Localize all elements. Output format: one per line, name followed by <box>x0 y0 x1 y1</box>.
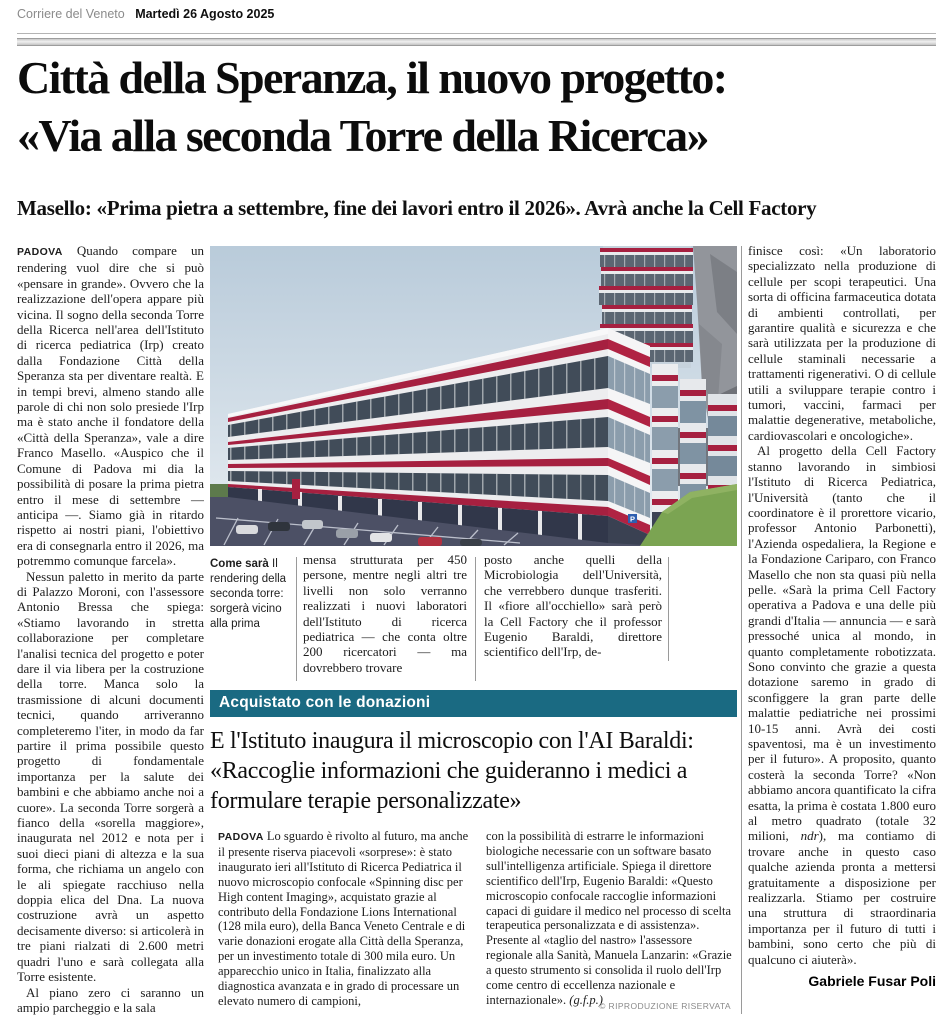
column-divider <box>668 557 669 661</box>
paragraph-text: con la possibilità di estrarre le informazioni biologiche necessarie con un software basato sull'intelligenza artificiale. Spiega il direttore scientifico dell'Irp, Eugenio Baraldi: «Questo microscopio confocale raccoglie informazioni capaci di guidare il medico nel processo di scelta terapeutica personalizzata e di assistenza». Presente al «taglio del nastro» l'assessore regionale alla Sanità, Manuela Lanzarin: «Grazie a questo strumento si consolida il ruolo dell'Irp come centro di eccellenza nazionale e internazionale». <box>486 829 732 1007</box>
column-divider <box>741 246 742 1014</box>
paragraph <box>748 443 936 967</box>
paragraph-text: Lo sguardo è rivolto al futuro, ma anche il presente riserva piacevoli «sorprese»: è stato inaugurato ieri all'Istituto di Ricerca Pediatrica il nuovo microscopio confocale «Spinning disc per High content Imaging», acquistato grazie al contributo della Fondazione Lions International (128 mila euro), della Banca Veneto Centrale e di varie donazioni erogate alla Città della Speranza, per un investimento totale di 300 mila euro. Un apparecchio unico in Italia, finalizzato alla diagnostica avanzata e in grado di processare un elevato numero di campioni, <box>218 829 469 1008</box>
paragraph: Nessun paletto in merito da parte di Palazzo Moroni, con l'assessore Antonio Bressa che spiega: «Stiamo lavorando in stretta collaborazione per completare l'analisi tecnica del progetto e poter dare il via libera per la costruzione della torre. Manca solo la trasmissione di alcuni documenti tecnici, quando arriveranno completeremo l'iter, in modo da far partire il prima possibile questo progetto di fondamentale importanza per la salute dei bambini e che abbiamo anche noi a cuore». La seconda Torre sorgerà a fianco della «sorella maggiore», inaugurata nel 2012 e nota per i suoi dieci piani di altezza e la sua forma, che richiama un angelo con le ali spiegate racchiuso nella doppia elica del Dna. La nuova costruzione avrà un aspetto decisamente diverso: si articolerà in tre piani rialzati di 2.600 metri quadri l'uno e sarà collegata alla Torre esistente. <box>17 568 204 985</box>
paragraph-text: Al progetto della Cell Factory stanno lavorando in simbiosi l'Istituto di Ricerca Pediatrica, l'Università (tanto che il coordinatore è il prorettore vicario, professor Antonio Parbonetti), l'Azienda ospedaliera, la Regione e la Fondazione Cariparo, con Franco Masello che non sta quasi più nella pelle. «Sarà la prima Cell Factory operativa a Padova e una delle più grandi d'Italia — annuncia — e sarà pressoché unica al mondo, in quanto completamente robotizzata. Sono convinto che grazie a questa dotazione saremo in grado di sconfiggere la gran parte delle malattie pediatriche nei prossimi 10-15 anni. Avrà dei costi spaventosi, ma è un investimento per il futuro». A proposito, quanto costerà la seconda Torre? «Non abbiamo ancora quantificato la cifra esatta, la prima è costata 1.800 euro al metro quadrato (totale 32 milioni, <box>748 443 936 844</box>
paragraph <box>17 243 204 569</box>
caption-text: Il rendering della seconda torre: sorgerà vicino alla prima <box>210 558 287 630</box>
caption-lead: Come sarà <box>210 558 269 570</box>
edition-date: Martedì 26 Agosto 2025 <box>135 7 275 21</box>
masthead-rule-thin <box>17 33 936 34</box>
box-column-1 <box>218 829 469 1009</box>
paragraph-text: Quando compare un rendering vuol dire che si può «pensare in grande». Ovvero che la realizzazione dell'opera appare più vicina. Il sogno della seconda Torre della Ricerca nell'area dell'Istituto di ricerca pediatrica (Irp) creato dalla Fondazione Città della Speranza sta per diventare realtà. E in tempi brevi, almeno stando alle parole di chi non solo presiede l'Irp ma è stato anche il fondatore della «Città della Speranza», vale a dire Franco Masello. «Auspico che il Comune di Padova mi dia la possibilità di posare la prima pietra entro il mese di settembre — anticipa —. Siamo già in ritardo rispetto ai nostri piani, l'obiettivo era di consegnarla entro il 2026, ma potremmo comunque farcela». <box>17 243 204 569</box>
box-body <box>210 829 737 1009</box>
paragraph: Al piano zero ci saranno un ampio parcheggio e la sala <box>17 984 204 1015</box>
copyright-notice: © RIPRODUZIONE RISERVATA <box>599 1001 731 1011</box>
editorial-note: ndr <box>800 828 819 844</box>
column-divider <box>475 557 476 681</box>
box-column-2 <box>486 829 737 1009</box>
author-initials: (g.f.p.) <box>569 992 603 1007</box>
paragraph: finisce così: «Un laboratorio specializzato nella produzione di cellule per scopi terapeutici. Una sorta di officina farmaceutica dotata di ambienti controllati, per garantire qualità e sicurezza e che sarà utilizzata per la produzione di cellule staminali necessarie a trattamenti rigenerativi. O di cellule utili a sviluppare terapie contro i tumori, vaccini, farmaci per malattie degenerative, metaboliche, cardiovascolari e oncologiche». <box>748 243 936 443</box>
masthead <box>17 7 274 21</box>
box-headline: E l'Istituto inaugura il microscopio con l'AI Baraldi: «Raccoglie informazioni che guideranno i medici a formulare terapie personalizzate» <box>210 728 694 814</box>
byline: Gabriele Fusar Poli <box>808 973 936 990</box>
article-subheadline: Masello: «Prima pietra a settembre, fine dei lavori entro il 2026». Avrà anche la Cell Factory <box>17 196 817 220</box>
paragraph-text: ), ma contiamo di trovare anche in questo caso qualche azienda pronta a mettersi gratuitamente a disposizione per realizzarla. Stiamo per costruire una struttura di straordinaria importanza per il futuro di tutti i bambini, sono certo che più di qualcuno ci aiuterà». <box>748 828 936 967</box>
article-column-left <box>17 243 204 1024</box>
publication-name: Corriere del Veneto <box>17 7 125 21</box>
dateline: PADOVA <box>218 831 264 843</box>
secondary-article-box <box>210 690 737 1009</box>
photo-caption <box>210 557 292 632</box>
headline-line-1: Città della Speranza, il nuovo progetto: <box>17 52 727 103</box>
column-divider <box>296 557 297 681</box>
kicker-bar: Acquistato con le donazioni <box>210 690 737 717</box>
article-column-mid-2 <box>484 552 662 660</box>
dateline: PADOVA <box>17 246 63 258</box>
headline-line-2: «Via alla seconda Torre della Ricerca» <box>17 109 708 161</box>
masthead-rule-band <box>17 38 936 46</box>
article-headline <box>17 49 935 164</box>
article-column-mid-1 <box>303 552 467 675</box>
parking-sign <box>628 514 637 524</box>
paragraph: mensa strutturata per 450 persone, mentre negli altri tre livelli non solo verranno realizzati i nuovi laboratori dell'Istituto di ricerca pediatrica — che conta oltre 200 ricercatori — ma dovrebbero trovare <box>303 552 467 675</box>
tower-rendering-image <box>210 246 737 546</box>
svg-text:P: P <box>629 514 636 524</box>
paragraph: posto anche quelli della Microbiologia dell'Università, che verrebbero dunque trasferiti. Il «fiore all'occhiello» sarà però la Cell Factory che il professor Eugenio Baraldi, direttore scientifico dell'Irp, de- <box>484 552 662 660</box>
article-column-right <box>748 243 936 990</box>
